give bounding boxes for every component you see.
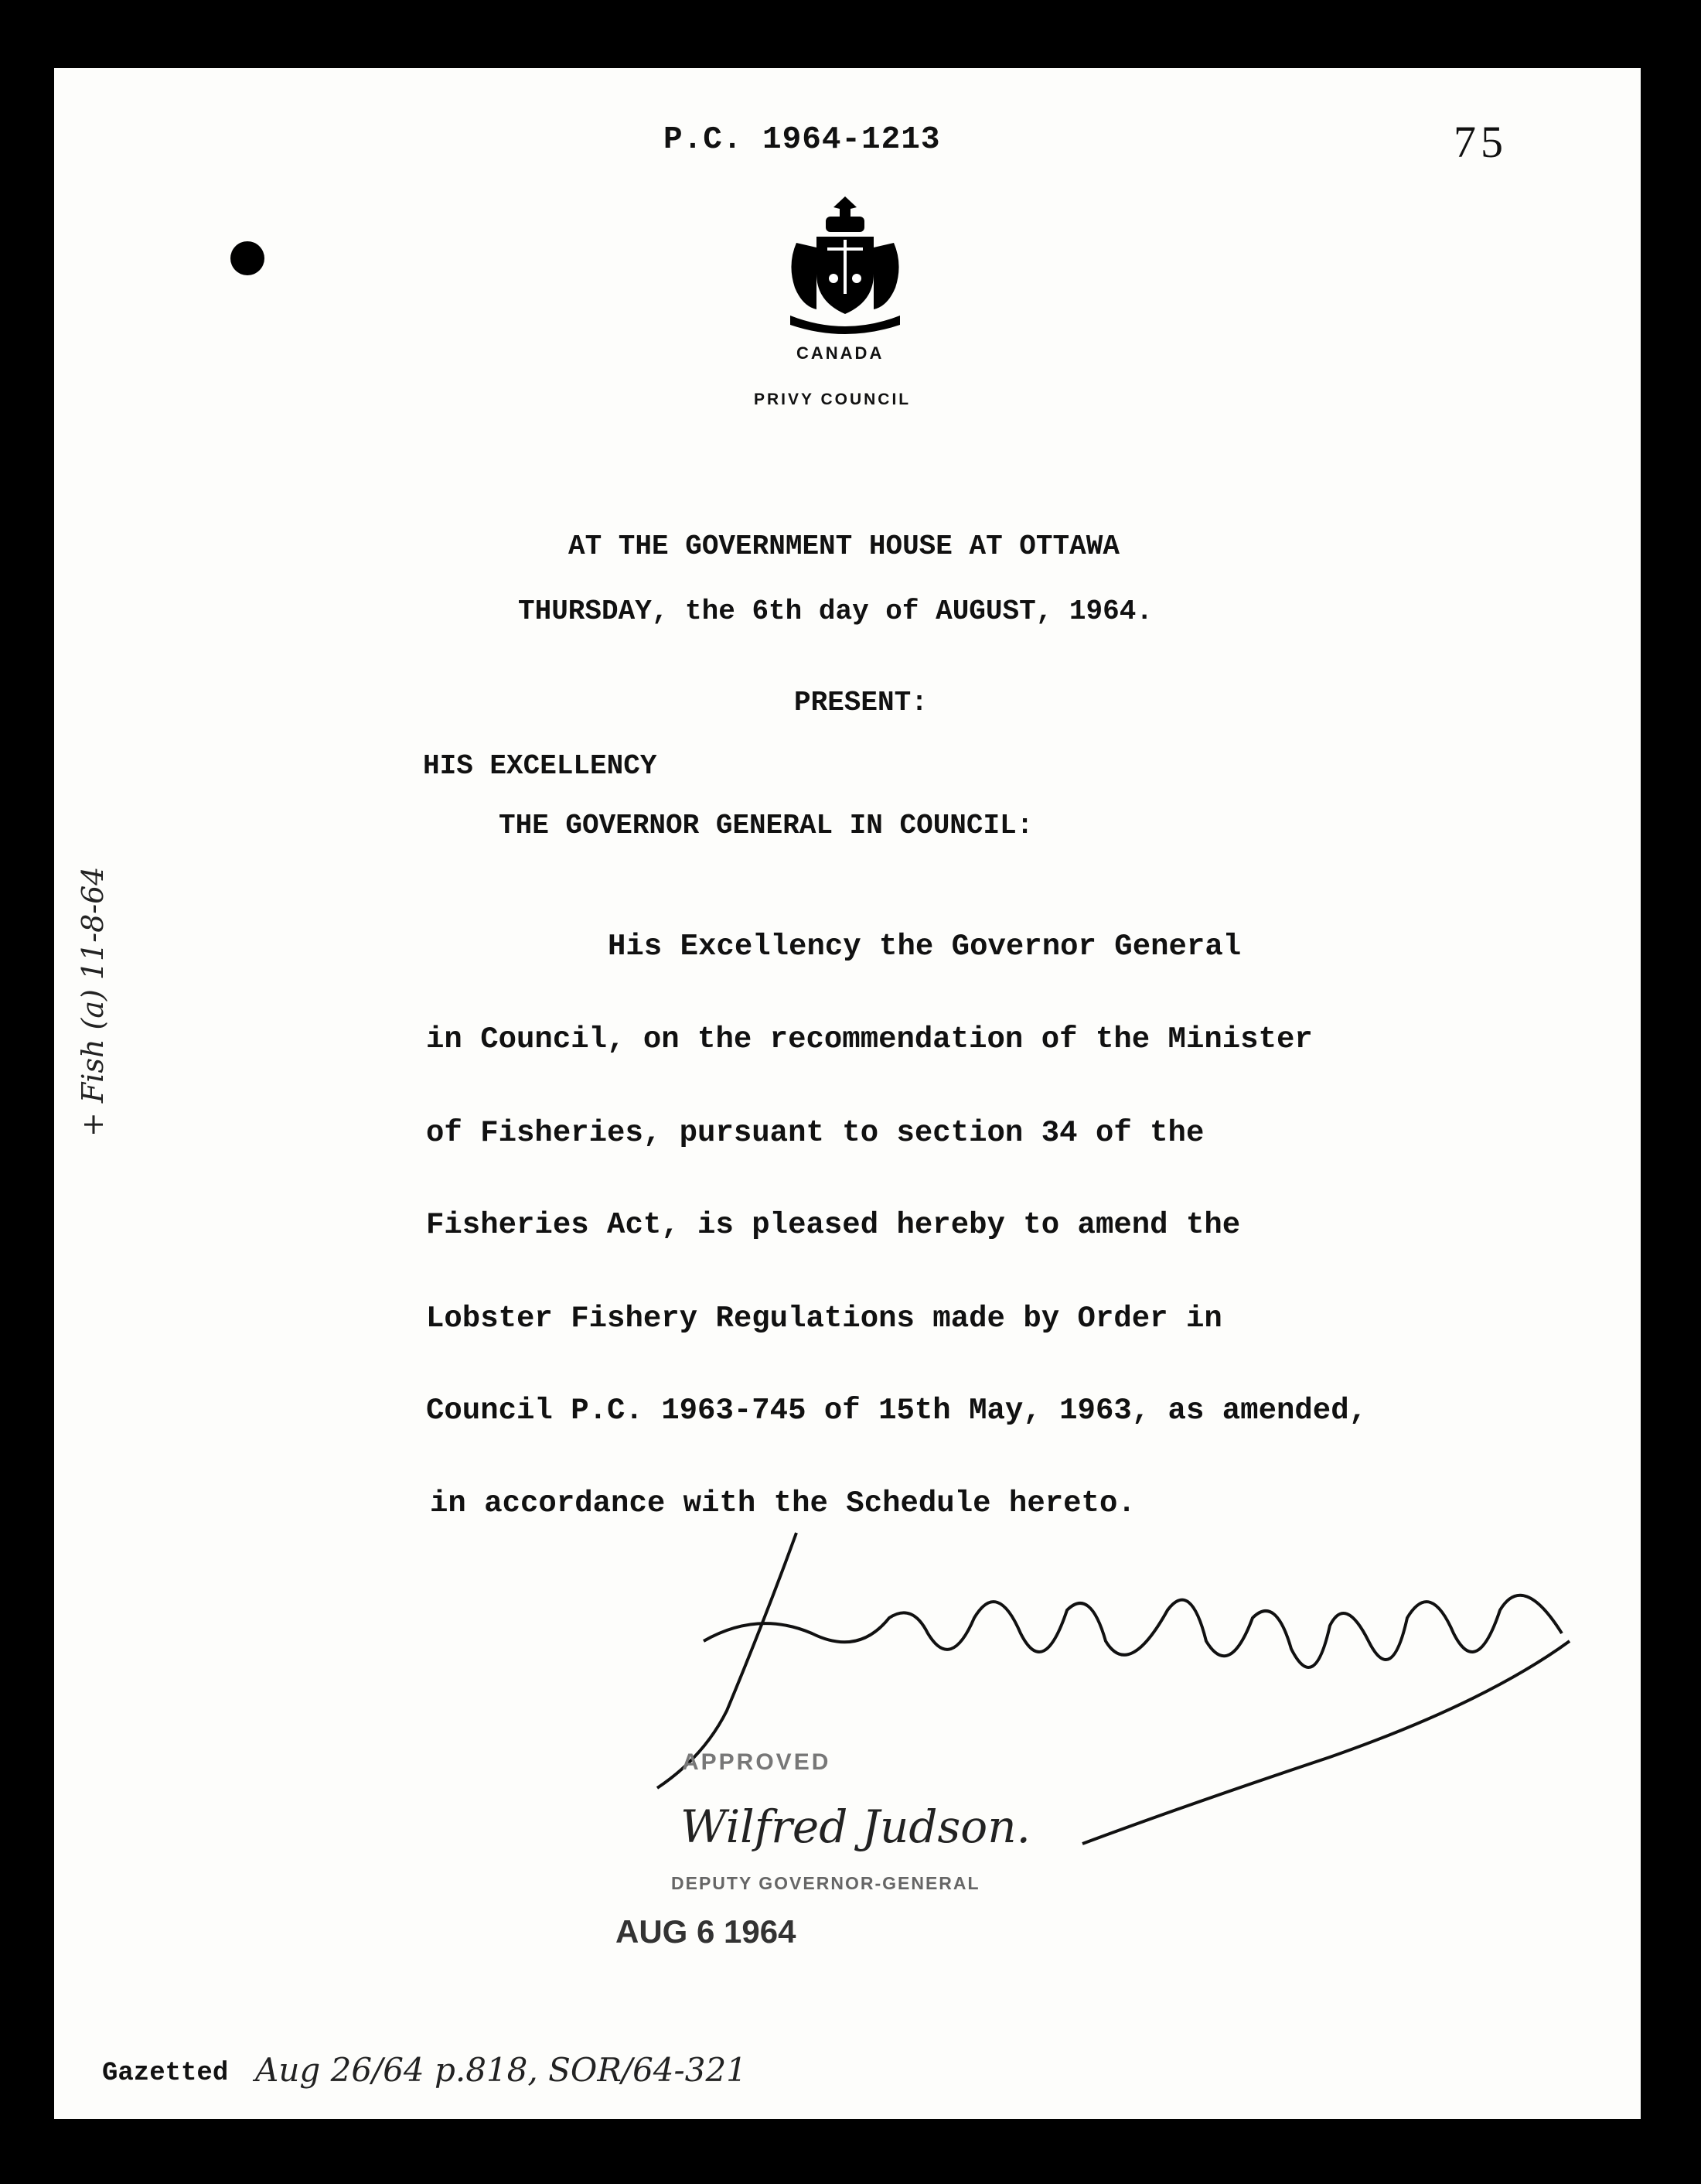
seal-body: PRIVY COUNCIL xyxy=(754,391,912,408)
deputy-title-stamp: DEPUTY GOVERNOR-GENERAL xyxy=(671,1873,980,1893)
governor-general-line: THE GOVERNOR GENERAL IN COUNCIL: xyxy=(499,810,1034,841)
body-line: Council P.C. 1963-745 of 15th May, 1963, as amended, xyxy=(426,1394,1367,1428)
approved-stamp: APPROVED xyxy=(682,1749,831,1775)
body-line: His Excellency the Governor General xyxy=(608,930,1242,964)
location-heading: AT THE GOVERNMENT HOUSE AT OTTAWA xyxy=(568,531,1120,562)
body-line: of Fisheries, pursuant to section 34 of the xyxy=(426,1116,1205,1150)
page-number: 75 xyxy=(1454,117,1508,167)
body-line: in accordance with the Schedule hereto. xyxy=(430,1486,1136,1520)
margin-note: + Fish (a) 11-8-64 xyxy=(76,866,110,1137)
order-number: P.C. 1964-1213 xyxy=(663,122,941,158)
excellency-line: HIS EXCELLENCY xyxy=(423,750,657,782)
seal-country: CANADA xyxy=(796,343,885,363)
stamp-date: AUG 6 1964 xyxy=(615,1913,796,1950)
body-line: Lobster Fishery Regulations made by Order in xyxy=(426,1302,1222,1336)
gazette-note: Aug 26/64 p.818, SOR/64-321 xyxy=(255,2051,747,2089)
body-line: in Council, on the recommendation of the Minister xyxy=(426,1022,1313,1056)
punch-hole xyxy=(230,241,264,275)
present-heading: PRESENT: xyxy=(794,687,928,718)
body-line: Fisheries Act, is pleased hereby to amend the xyxy=(426,1208,1241,1242)
deputy-signature: Wilfred Judson. xyxy=(680,1800,1031,1853)
coat-of-arms-icon xyxy=(786,193,905,334)
gazetted-label: Gazetted xyxy=(102,2059,229,2088)
date-line: THURSDAY, the 6th day of AUGUST, 1964. xyxy=(518,595,1153,627)
